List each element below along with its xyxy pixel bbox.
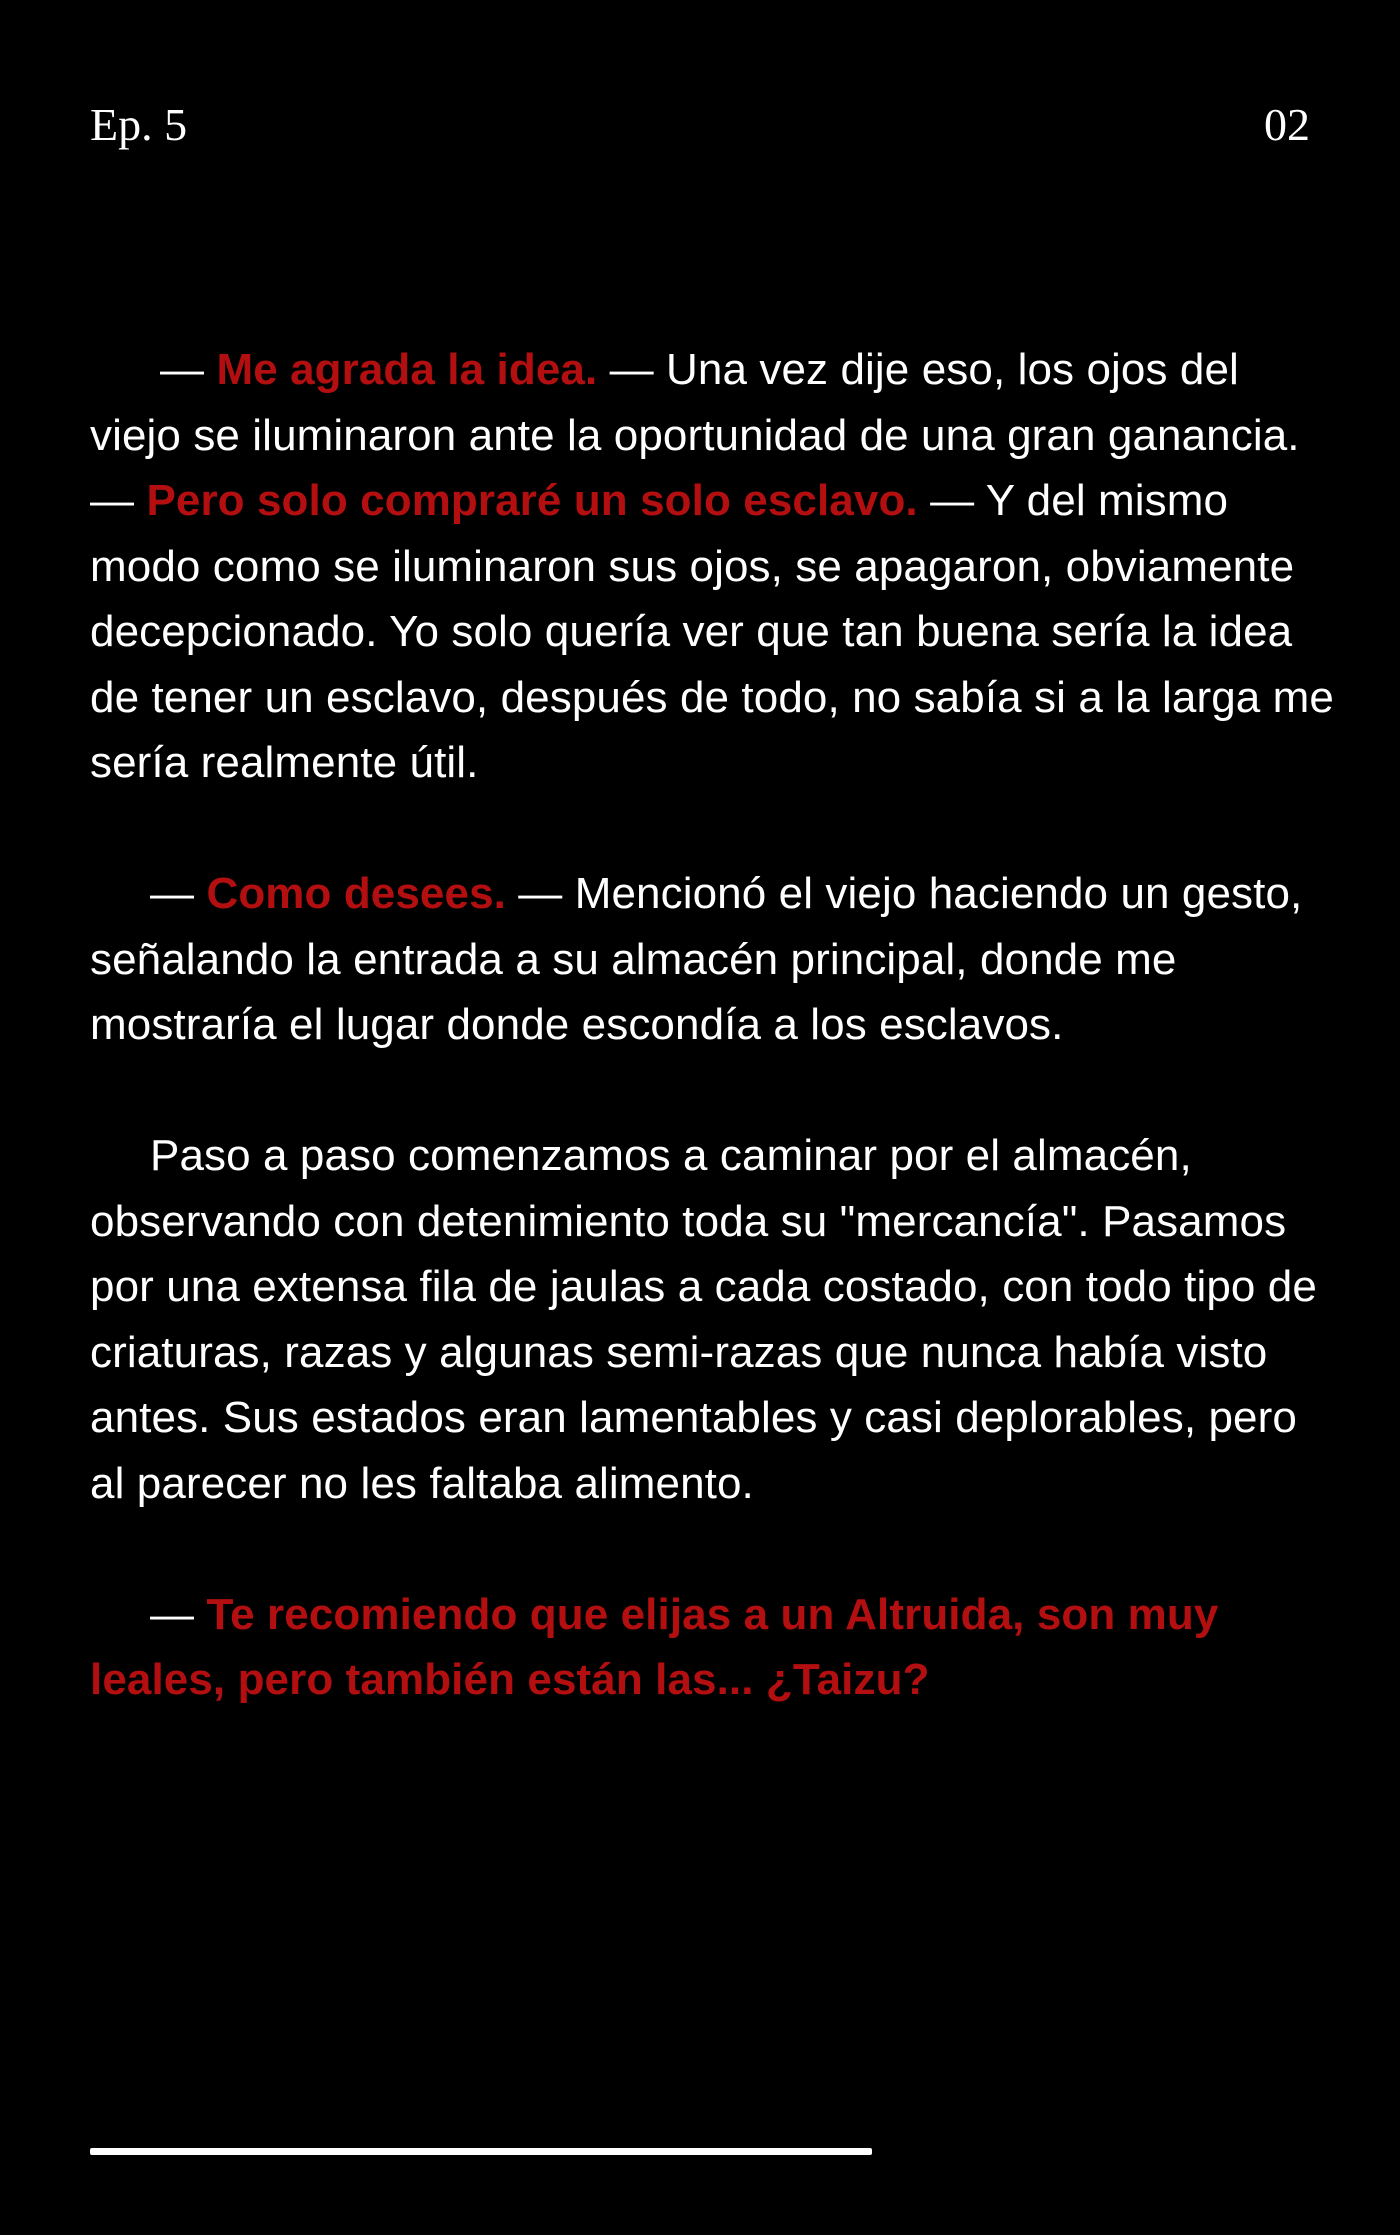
narration: — Una vez dije eso, los ojos del viejo se iluminaron ante la oportunidad de una gran ganancia. — [90, 345, 1300, 525]
narration: — Y del mismo modo como se iluminaron sus ojos, se apagaron, obviamente decepcionado. Yo solo quería ver que tan buena sería la idea de tener un esclavo, después de todo, no sabía si a la larga me sería realmente útil. [90, 476, 1334, 787]
footer-divider [90, 2148, 872, 2155]
dialogue-line: Me agrada la idea. [216, 345, 598, 394]
dialogue-line: Te recomiendo que elijas a un Altruida, son muy leales, pero también están las... ¿Taizu? [90, 1589, 1219, 1704]
dash: — [150, 1589, 207, 1639]
dash: — [160, 345, 217, 394]
episode-label: Ep. 5 [90, 99, 188, 150]
narration: — Mencionó el viejo haciendo un gesto, señalando la entrada a su almacén principal, donde me mostraría el lugar donde escondía a los esclavos. [90, 869, 1303, 1049]
dialogue-line: Pero solo compraré un solo esclavo. [146, 476, 918, 525]
dialogue-line: Como desees. [206, 869, 506, 918]
paragraph-3 [90, 1123, 1335, 1516]
page-header [90, 98, 1310, 168]
paragraph-4 [90, 1582, 1335, 1713]
paragraph-1 [90, 337, 1335, 796]
page-number: 02 [1264, 99, 1310, 150]
paragraph-2 [90, 861, 1335, 1058]
story-text [90, 337, 1335, 1778]
narration: Paso a paso comenzamos a caminar por el almacén, observando con detenimiento toda su "mercancía". Pasamos por una extensa fila de jaulas a cada costado, con todo tipo de criaturas, razas y algunas semi-razas que nunca había visto antes. Sus estados eran lamentables y casi deplorables, pero al parecer no les faltaba alimento. [90, 1131, 1317, 1508]
dash: — [150, 869, 207, 918]
